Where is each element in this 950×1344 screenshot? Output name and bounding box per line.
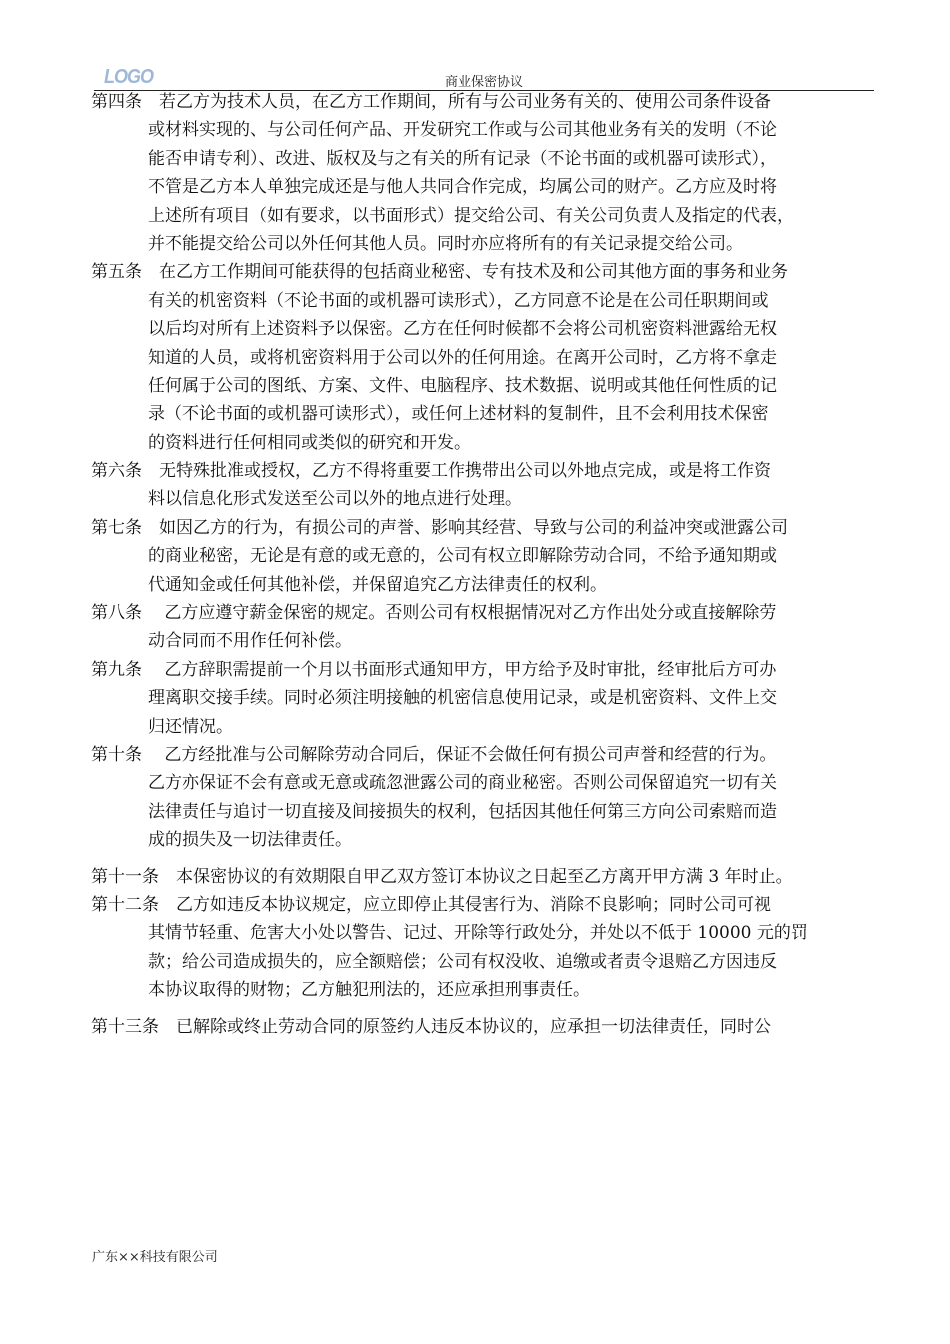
article-text: 本保密协议的有效期限自甲乙双方签订本协议之日起至乙方离开甲方满 3 年时止。 <box>176 866 793 887</box>
article-text: 的资料进行任何相同或类似的研究和开发。 <box>148 432 471 453</box>
article-text: 或材料实现的、与公司任何产品、开发研究工作或与公司其他业务有关的发明（不论 <box>148 120 777 141</box>
article-text: 乙方辞职需提前一个月以书面形式通知甲方，甲方给予及时审批，经审批后方可办 <box>164 659 777 680</box>
article-text: 如因乙方的行为，有损公司的声誉、影响其经营、导致与公司的利益冲突或泄露公司 <box>159 517 788 538</box>
article-line <box>91 713 886 741</box>
article-number: 第六条 <box>91 461 142 482</box>
article-line <box>91 116 886 144</box>
article <box>91 741 886 855</box>
article-number: 第九条 <box>91 659 142 680</box>
article <box>91 1013 886 1041</box>
article-line <box>91 571 886 599</box>
article-text: 乙方亦保证不会有意或无意或疏忽泄露公司的商业秘密。否则公司保留追究一切有关 <box>148 773 777 794</box>
article-number: 第十三条 <box>91 1016 159 1037</box>
article-text: 乙方应遵守薪金保密的规定。否则公司有权根据情况对乙方作出处分或直接解除劳 <box>164 603 777 624</box>
article-text: 无特殊批准或授权，乙方不得将重要工作携带出公司以外地点完成，或是将工作资 <box>159 461 771 482</box>
article <box>91 599 886 656</box>
article-line <box>91 769 886 797</box>
article-text: 若乙方为技术人员，在乙方工作期间，所有与公司业务有关的、使用公司条件设备 <box>159 92 771 112</box>
article-line <box>91 948 886 976</box>
footer-company: 广东××科技有限公司 <box>92 1250 218 1265</box>
article-first-line <box>91 863 886 891</box>
article-text: 有关的机密资料（不论书面的或机器可读形式），乙方同意不论是在公司任职期间或 <box>148 290 769 311</box>
article-first-line <box>91 457 886 485</box>
article-text: 乙方经批准与公司解除劳动合同后，保证不会做任何有损公司声誉和经营的行为。 <box>164 744 777 765</box>
article-line <box>91 542 886 570</box>
article-number: 第八条 <box>91 603 142 624</box>
article-text: 在乙方工作期间可能获得的包括商业秘密、专有技术及和公司其他方面的事务和业务 <box>159 262 788 283</box>
article-line <box>91 230 886 258</box>
article-text: 能否申请专利）、改进、版权及与之有关的所有记录（不论书面的或机器可读形式）， <box>148 148 777 169</box>
article-first-line <box>91 1013 886 1041</box>
article-line <box>91 429 886 457</box>
article-text: 归还情况。 <box>148 716 233 737</box>
article-text: 并不能提交给公司以外任何其他人员。同时亦应将所有的有关记录提交给公司。 <box>148 233 743 254</box>
article-text: 理离职交接手续。同时必须注明接触的机密信息使用记录，或是机密资料、文件上交 <box>148 688 777 709</box>
header-title: 商业保密协议 <box>444 75 523 90</box>
article-first-line <box>91 514 886 542</box>
article-line <box>91 372 886 400</box>
article-line <box>91 684 886 712</box>
article-number: 第十一条 <box>91 866 159 887</box>
article <box>91 258 886 457</box>
article-text: 上述所有项目（如有要求，以书面形式）提交给公司、有关公司负责人及指定的代表， <box>148 205 794 226</box>
article-first-line <box>91 891 886 919</box>
article-line <box>91 344 886 372</box>
article-line <box>91 826 886 854</box>
article-text: 任何属于公司的图纸、方案、文件、电脑程序、技术数据、说明或其他任何性质的记 <box>148 375 777 396</box>
article-line <box>91 145 886 173</box>
article-text: 其情节轻重、危害大小处以警告、记过、开除等行政处分，并处以不低于 10000 元的罚 <box>148 923 808 944</box>
article-line <box>91 315 886 343</box>
article-line <box>91 173 886 201</box>
article-text: 的商业秘密，无论是有意的或无意的，公司有权立即解除劳动合同，不给予通知期或 <box>148 546 777 567</box>
article-text: 款；给公司造成损失的，应全额赔偿；公司有权没收、追缴或者责令退赔乙方因违反 <box>148 951 777 972</box>
article-line <box>91 919 886 947</box>
article-text: 已解除或终止劳动合同的原签约人违反本协议的，应承担一切法律责任，同时公 <box>176 1016 771 1037</box>
article-text: 动合同而不用作任何补偿。 <box>148 631 352 652</box>
article-first-line <box>91 88 886 116</box>
article-line <box>91 485 886 513</box>
article-text: 以后均对所有上述资料予以保密。乙方在任何时候都不会将公司机密资料泄露给无权 <box>148 319 777 340</box>
article-line <box>91 400 886 428</box>
article-line <box>91 976 886 1004</box>
article <box>91 891 886 1005</box>
article-first-line <box>91 599 886 627</box>
article-text: 代通知金或任何其他补偿，并保留追究乙方法律责任的权利。 <box>148 574 607 595</box>
article-text: 本协议取得的财物；乙方触犯刑法的，还应承担刑事责任。 <box>148 980 590 1001</box>
article-line <box>91 287 886 315</box>
article-number: 第七条 <box>91 517 142 538</box>
article-first-line <box>91 258 886 286</box>
article-line <box>91 798 886 826</box>
article-text: 成的损失及一切法律责任。 <box>148 830 352 851</box>
article-number: 第五条 <box>91 262 142 283</box>
article-text: 录（不论书面的或机器可读形式），或任何上述材料的复制件，且不会利用技术保密 <box>148 404 769 425</box>
article-text: 料以信息化形式发送至公司以外的地点进行处理。 <box>148 489 522 510</box>
logo: LOGO <box>104 64 153 88</box>
article <box>91 656 886 741</box>
article-number: 第四条 <box>91 92 142 112</box>
document-body <box>91 88 886 1041</box>
article-first-line <box>91 741 886 769</box>
article-number: 第十条 <box>91 744 142 765</box>
article <box>91 88 886 258</box>
article-text: 不管是乙方本人单独完成还是与他人共同合作完成，均属公司的财产。乙方应及时将 <box>148 177 777 198</box>
article <box>91 514 886 599</box>
article <box>91 457 886 514</box>
article-number: 第十二条 <box>91 894 159 915</box>
article <box>91 863 886 891</box>
article-text: 乙方如违反本协议规定，应立即停止其侵害行为、消除不良影响；同时公司可视 <box>176 894 771 915</box>
article-text: 知道的人员，或将机密资料用于公司以外的任何用途。在离开公司时，乙方将不拿走 <box>148 347 777 368</box>
article-line <box>91 202 886 230</box>
article-line <box>91 627 886 655</box>
article-text: 法律责任与追讨一切直接及间接损失的权利，包括因其他任何第三方向公司索赔而造 <box>148 801 777 822</box>
article-first-line <box>91 656 886 684</box>
